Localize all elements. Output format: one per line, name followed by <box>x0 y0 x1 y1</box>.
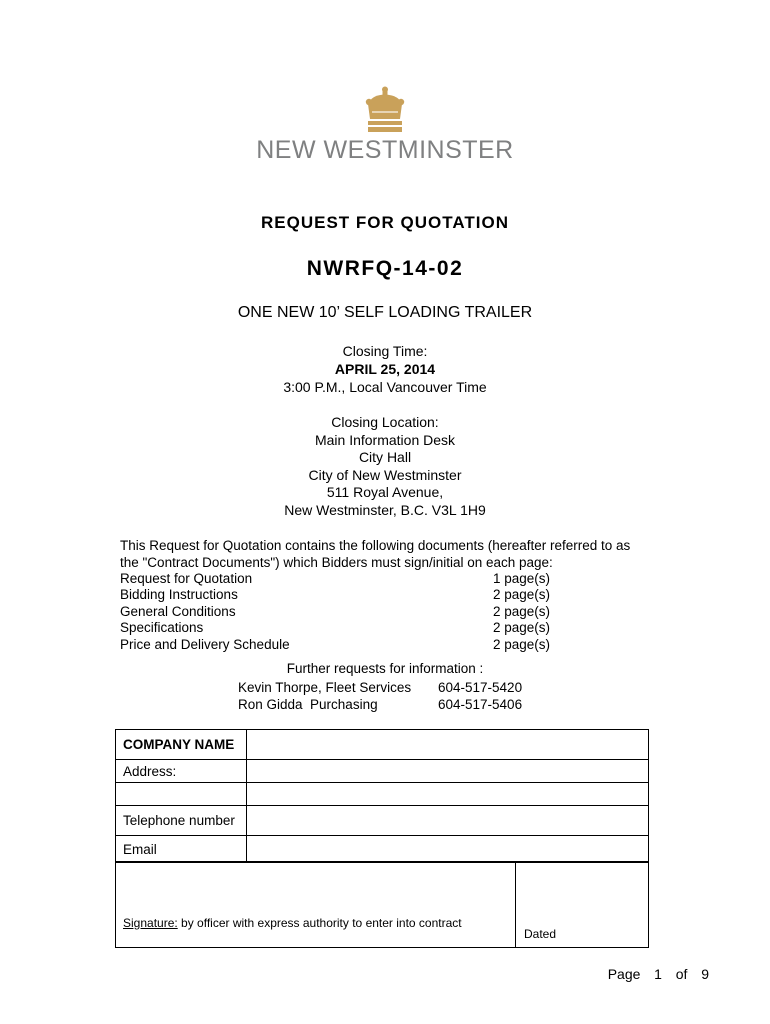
crown-icon <box>365 86 405 132</box>
rfq-subject: ONE NEW 10’ SELF LOADING TRAILER <box>237 304 533 321</box>
signature-instruction: by officer with express authority to enter into contract <box>177 916 462 930</box>
rfq-number: NWRFQ-14-02 <box>306 257 464 280</box>
contact-phone: 604-517-5420 <box>438 680 523 695</box>
closing-time: 3:00 P.M., Local Vancouver Time <box>283 379 487 395</box>
location-line: New Westminster, B.C. V3L 1H9 <box>284 501 486 518</box>
telephone-field[interactable] <box>247 806 649 836</box>
logo-text: NEW WESTMINSTER <box>256 136 514 164</box>
email-field[interactable] <box>247 836 649 863</box>
address-label: Address: <box>116 760 247 783</box>
contact-row <box>238 696 522 713</box>
contact-row <box>238 679 522 696</box>
closing-location-block <box>0 414 770 519</box>
document-pages: 2 page(s) <box>492 587 550 603</box>
location-line: Main Information Desk <box>314 431 456 448</box>
contact-phone: 604-517-5406 <box>438 697 523 712</box>
document-pages: 2 page(s) <box>492 636 550 652</box>
address-field-line2[interactable] <box>247 783 649 806</box>
closing-time-label: Closing Time: <box>342 343 428 359</box>
document-pages: 1 page(s) <box>492 571 550 586</box>
list-item <box>120 637 550 653</box>
further-info-label: Further requests for information : <box>286 661 484 676</box>
dated-label: Dated <box>524 927 557 941</box>
contact-name: Kevin Thorpe, Fleet Services <box>238 680 412 695</box>
list-item <box>120 604 550 620</box>
location-line: City of New Westminster <box>308 466 462 483</box>
document-title: REQUEST FOR QUOTATION <box>261 213 509 232</box>
contract-documents-intro: This Request for Quotation contains the following documents (hereafter referred to as the "Contract Documents") which Bidders must sign/initial on each page: <box>120 538 631 570</box>
document-name: General Conditions <box>120 603 236 619</box>
document-name: Price and Delivery Schedule <box>120 636 290 652</box>
location-line: 511 Royal Avenue, <box>326 484 444 500</box>
document-pages: 2 page(s) <box>492 603 550 619</box>
signature-field[interactable] <box>116 862 516 948</box>
document-pages: 2 page(s) <box>492 620 550 636</box>
signature-label: Signature: <box>123 916 178 930</box>
document-name: Request for Quotation <box>120 571 253 586</box>
contact-name: Ron Gidda Purchasing <box>238 697 378 712</box>
document-name: Specifications <box>120 620 204 636</box>
closing-date: APRIL 25, 2014 <box>334 361 436 377</box>
closing-time-block <box>0 342 770 396</box>
dated-field[interactable] <box>516 862 649 948</box>
company-name-field[interactable] <box>247 730 649 760</box>
telephone-label: Telephone number <box>116 806 247 836</box>
address-label-extra <box>116 783 247 806</box>
bidder-info-form <box>115 729 649 863</box>
location-line: City Hall <box>358 449 412 465</box>
list-item <box>120 571 550 587</box>
page-number: Page 1 of 9 <box>607 966 709 982</box>
contract-documents-list <box>120 571 550 653</box>
address-field[interactable] <box>247 760 649 783</box>
email-label: Email <box>116 836 247 863</box>
company-name-label: COMPANY NAME <box>116 730 247 760</box>
city-logo <box>0 86 770 165</box>
list-item <box>120 620 550 636</box>
signature-block <box>115 861 649 948</box>
closing-location-label: Closing Location: <box>331 414 439 430</box>
list-item <box>120 587 550 603</box>
document-name: Bidding Instructions <box>120 587 238 603</box>
contacts-list <box>238 679 522 713</box>
